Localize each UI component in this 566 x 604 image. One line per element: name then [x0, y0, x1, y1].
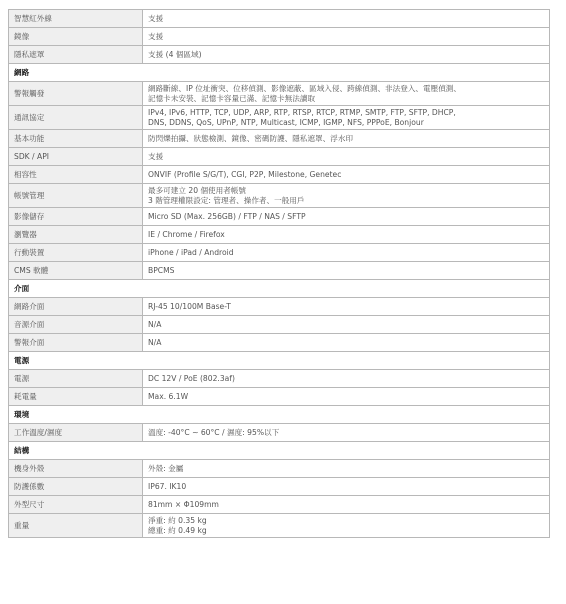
spec-value-line: 總重: 約 0.49 kg: [148, 525, 207, 535]
section-title: 網路: [9, 64, 550, 82]
spec-value-line: DC 12V / PoE (802.3af): [148, 373, 235, 383]
spec-row: [9, 496, 550, 514]
spec-row: [9, 226, 550, 244]
section-header-row: [9, 280, 550, 298]
spec-row: [9, 148, 550, 166]
spec-value: [143, 130, 550, 148]
spec-value: [143, 496, 550, 514]
spec-label: 智慧紅外線: [9, 10, 143, 28]
spec-value: [143, 106, 550, 130]
spec-value: [143, 514, 550, 538]
spec-value: [143, 208, 550, 226]
spec-value: [143, 370, 550, 388]
spec-row: [9, 514, 550, 538]
spec-row: [9, 262, 550, 280]
spec-row: [9, 166, 550, 184]
spec-label: 隱私遮罩: [9, 46, 143, 64]
spec-value-line: 支援 (4 個區域): [148, 49, 202, 59]
spec-row: [9, 130, 550, 148]
spec-row: [9, 460, 550, 478]
spec-row: [9, 208, 550, 226]
spec-value-line: 防閃爍拍攝、狀態檢測、鏡像、密碼防護、隱私遮罩、浮水印: [148, 133, 354, 143]
spec-value-line: 外殼: 金屬: [148, 463, 184, 473]
spec-row: [9, 478, 550, 496]
spec-label: 基本功能: [9, 130, 143, 148]
spec-row: [9, 28, 550, 46]
spec-label: 耗電量: [9, 388, 143, 406]
spec-row: [9, 82, 550, 106]
spec-row: [9, 370, 550, 388]
spec-row: [9, 184, 550, 208]
spec-value-line: 支援: [148, 13, 164, 23]
spec-value-line: RJ-45 10/100M Base-T: [148, 301, 231, 311]
spec-value: [143, 82, 550, 106]
spec-value: [143, 424, 550, 442]
spec-row: [9, 46, 550, 64]
spec-label: 音源介面: [9, 316, 143, 334]
spec-label: 相容性: [9, 166, 143, 184]
section-title: 介面: [9, 280, 550, 298]
spec-label: 警報介面: [9, 334, 143, 352]
spec-row: [9, 10, 550, 28]
spec-value-line: Max. 6.1W: [148, 391, 189, 401]
spec-label: 外型尺寸: [9, 496, 143, 514]
spec-value: [143, 148, 550, 166]
spec-value-line: Micro SD (Max. 256GB) / FTP / NAS / SFTP: [148, 211, 306, 221]
spec-value: [143, 28, 550, 46]
spec-value: [143, 478, 550, 496]
spec-row: [9, 316, 550, 334]
spec-value: [143, 460, 550, 478]
spec-row: [9, 244, 550, 262]
spec-value: [143, 334, 550, 352]
spec-value: [143, 10, 550, 28]
spec-row: [9, 424, 550, 442]
section-header-row: [9, 442, 550, 460]
spec-value: [143, 226, 550, 244]
spec-value-line: 支援: [148, 31, 164, 41]
spec-label: 帳號管理: [9, 184, 143, 208]
spec-value-line: 81mm × Φ109mm: [148, 499, 219, 509]
spec-value: [143, 388, 550, 406]
spec-value-line: 淨重: 約 0.35 kg: [148, 515, 207, 525]
spec-label: 鏡像: [9, 28, 143, 46]
spec-value-line: 網路斷線、IP 位址衝突、位移偵測、影像遮蔽、區域入侵、跨線偵測、非法登入、電壓偵測、: [148, 83, 461, 93]
spec-value-line: 溫度: -40°C ~ 60°C / 濕度: 95%以下: [148, 427, 280, 437]
spec-table-body: [9, 10, 550, 538]
spec-value-line: DNS, DDNS, QoS, UPnP, NTP, Multicast, ICMP, IGMP, NFS, PPPoE, Bonjour: [148, 117, 424, 127]
section-header-row: [9, 352, 550, 370]
spec-label: 工作溫度/濕度: [9, 424, 143, 442]
spec-row: [9, 388, 550, 406]
spec-value-line: N/A: [148, 319, 162, 329]
spec-value-line: ONVIF (Profile S/G/T), CGI, P2P, Milestone, Genetec: [148, 169, 342, 179]
spec-value-line: IPv4, IPv6, HTTP, TCP, UDP, ARP, RTP, RTSP, RTCP, RTMP, SMTP, FTP, SFTP, DHCP,: [148, 107, 456, 117]
section-title: 環境: [9, 406, 550, 424]
spec-label: 防護係數: [9, 478, 143, 496]
spec-value: [143, 244, 550, 262]
spec-value-line: 3 階管理權限設定: 管理者、操作者、一般用戶: [148, 195, 305, 205]
spec-label: 通訊協定: [9, 106, 143, 130]
spec-value: [143, 184, 550, 208]
section-title: 結構: [9, 442, 550, 460]
spec-label: 重量: [9, 514, 143, 538]
spec-value-line: 支援: [148, 151, 164, 161]
spec-value-line: N/A: [148, 337, 162, 347]
spec-row: [9, 334, 550, 352]
spec-value-line: IP67. IK10: [148, 481, 187, 491]
spec-value-line: 最多可建立 20 個使用者帳號: [148, 185, 247, 195]
spec-label: CMS 軟體: [9, 262, 143, 280]
spec-value-line: IE / Chrome / Firefox: [148, 229, 225, 239]
spec-value: [143, 298, 550, 316]
section-header-row: [9, 406, 550, 424]
spec-label: 警報觸發: [9, 82, 143, 106]
spec-label: 行動裝置: [9, 244, 143, 262]
spec-value: [143, 316, 550, 334]
spec-value: [143, 262, 550, 280]
spec-table: [8, 9, 550, 538]
spec-label: SDK / API: [9, 148, 143, 166]
spec-label: 電源: [9, 370, 143, 388]
spec-value: [143, 166, 550, 184]
spec-label: 瀏覽器: [9, 226, 143, 244]
section-title: 電源: [9, 352, 550, 370]
section-header-row: [9, 64, 550, 82]
spec-row: [9, 106, 550, 130]
spec-value-line: BPCMS: [148, 265, 175, 275]
spec-label: 網路介面: [9, 298, 143, 316]
spec-value: [143, 46, 550, 64]
spec-label: 影像儲存: [9, 208, 143, 226]
spec-row: [9, 298, 550, 316]
spec-value-line: iPhone / iPad / Android: [148, 247, 234, 257]
spec-value-line: 記憶卡未安裝、記憶卡容量已滿、記憶卡無法讀取: [148, 93, 316, 103]
spec-label: 機身外殼: [9, 460, 143, 478]
